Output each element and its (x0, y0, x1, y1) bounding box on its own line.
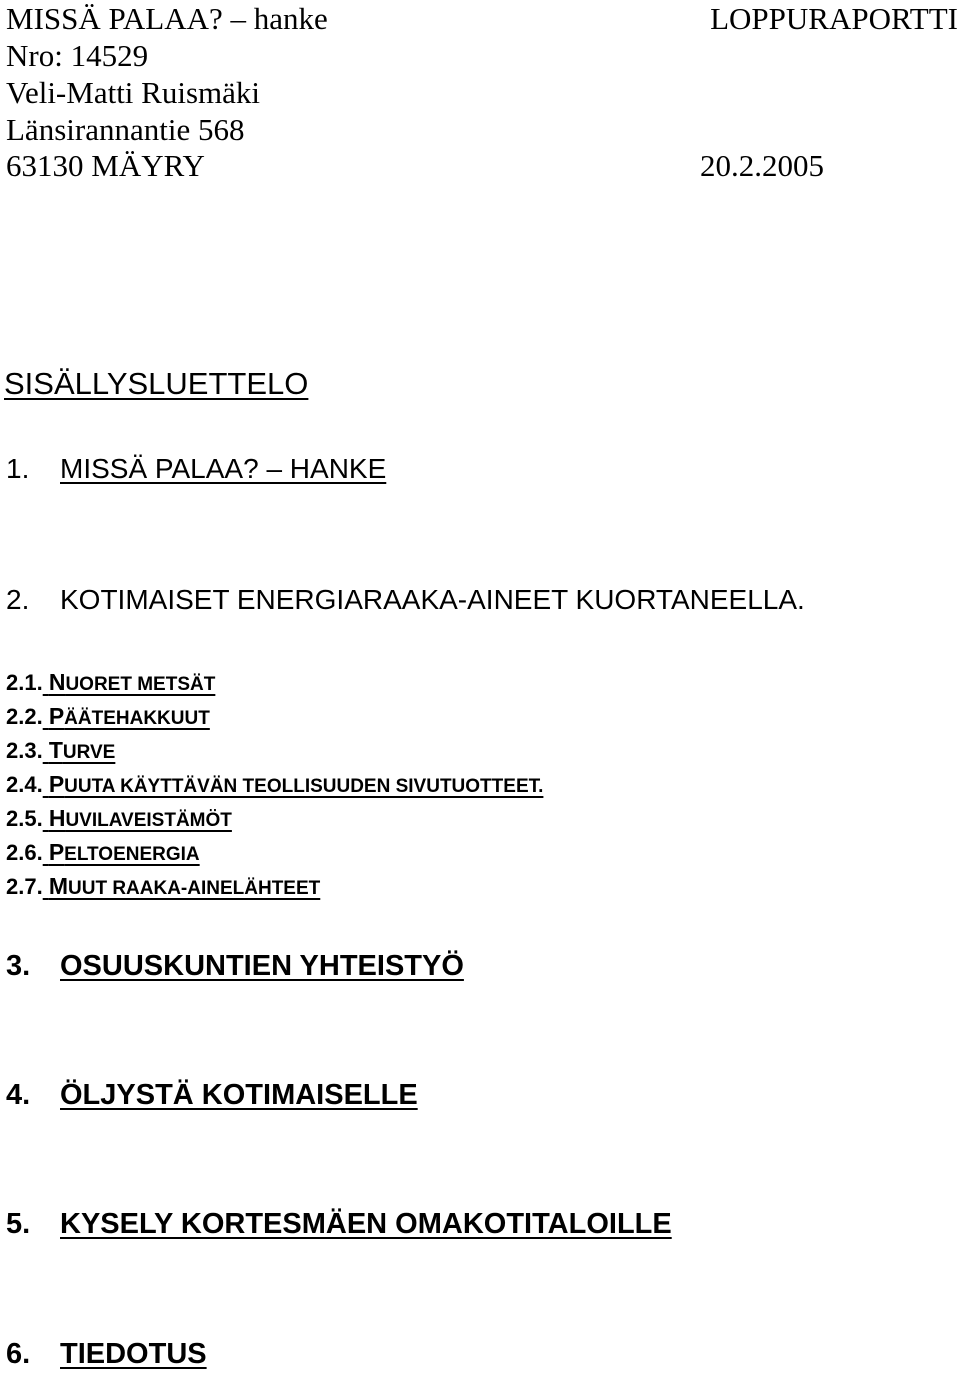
toc-subentry-initial: N (48, 669, 66, 695)
toc-subentry-initial: P (48, 703, 65, 729)
toc-subentry-initial: H (48, 805, 66, 831)
toc-subentry-2-3[interactable] (6, 736, 115, 767)
toc-subentry-initial: T (48, 737, 63, 763)
toc-entry-6[interactable] (6, 1337, 207, 1371)
report-type: LOPPURAPORTTI (710, 1, 958, 36)
toc-entry-number: 5. (6, 1208, 31, 1240)
toc-entry-number: 1. (6, 453, 30, 484)
toc-subentry-number: 2.7. (6, 874, 43, 899)
toc-entry-title: KOTIMAISET ENERGIARAAKA-AINEET KUORTANEELLA. (60, 584, 805, 615)
toc-subentry-2-6[interactable] (6, 838, 200, 869)
toc-subentry-title: ELTOENERGIA (64, 844, 200, 865)
toc-subentry-initial: P (48, 839, 65, 865)
toc-entry-title: KYSELY KORTESMÄEN OMAKOTITALOILLE (60, 1208, 672, 1240)
toc-entry-5[interactable] (6, 1207, 672, 1241)
toc-entry-number: 6. (6, 1338, 31, 1370)
toc-subentry-initial: P (48, 771, 65, 797)
toc-entry-title: TIEDOTUS (60, 1338, 207, 1370)
toc-subentry-number: 2.4. (6, 772, 43, 797)
toc-subentry-number: 2.5. (6, 806, 43, 831)
toc-subentry-number: 2.3. (6, 738, 43, 763)
toc-subentry-title: UVILAVEISTÄMÖT (65, 810, 232, 831)
toc-subentry-title: UUT RAAKA-AINELÄHTEET (68, 878, 321, 899)
toc-subentry-initial: M (48, 873, 68, 899)
toc-subentry-title: UUTA KÄYTTÄVÄN TEOLLISUUDEN SIVUTUOTTEET. (64, 776, 544, 797)
toc-subentry-2-2[interactable] (6, 702, 210, 733)
project-title: MISSÄ PALAA? – hanke (6, 1, 328, 36)
toc-subentry-2-1[interactable] (6, 668, 215, 699)
toc-subentry-title: URVE (62, 742, 116, 763)
toc-entry-title: OSUUSKUNTIEN YHTEISTYÖ (60, 950, 464, 982)
toc-entry-number: 2. (6, 584, 30, 615)
report-date: 20.2.2005 (700, 148, 824, 183)
toc-subentry-number: 2.6. (6, 840, 43, 865)
toc-subentry-number: 2.1. (6, 670, 43, 695)
toc-entry-1[interactable] (6, 452, 386, 486)
toc-subentry-2-5[interactable] (6, 804, 232, 835)
toc-entry-number: 3. (6, 950, 31, 982)
toc-subentry-title: ÄÄTEHAKKUUT (64, 708, 210, 729)
toc-entry-2[interactable] (6, 583, 805, 617)
toc-entry-title: ÖLJYSTÄ KOTIMAISELLE (60, 1079, 418, 1111)
toc-entry-4[interactable] (6, 1078, 418, 1112)
postal-city: 63130 MÄYRY (6, 148, 205, 183)
toc-subentry-number: 2.2. (6, 704, 43, 729)
toc-heading: SISÄLLYSLUETTELO (4, 366, 309, 401)
street-address: Länsirannantie 568 (6, 112, 245, 147)
toc-entry-number: 4. (6, 1079, 31, 1111)
toc-subentry-title: UORET METSÄT (65, 674, 216, 695)
author-name: Veli-Matti Ruismäki (6, 75, 261, 110)
toc-subentry-2-7[interactable] (6, 872, 320, 903)
toc-entry-title: MISSÄ PALAA? – HANKE (60, 453, 387, 484)
toc-subentry-2-4[interactable] (6, 770, 543, 801)
toc-entry-3[interactable] (6, 949, 464, 983)
project-number: Nro: 14529 (6, 38, 149, 73)
